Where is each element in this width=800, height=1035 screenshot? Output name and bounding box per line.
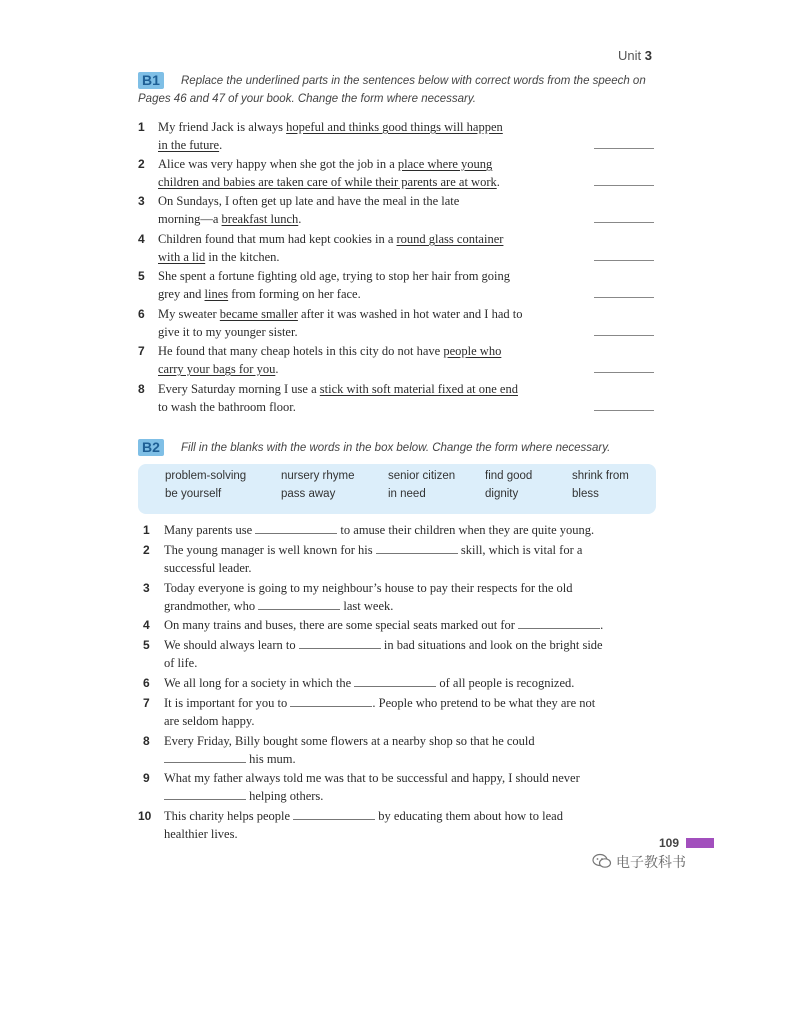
text: Every Friday, Billy bought some flowers at a nearby shop so that he could	[164, 734, 535, 748]
sentence	[164, 769, 654, 805]
item-number: 6	[143, 676, 150, 690]
page-number: 109	[659, 836, 680, 850]
underlined-phrase: round glass container	[396, 232, 504, 246]
text: of life.	[164, 656, 198, 670]
answer-line[interactable]	[594, 185, 654, 186]
text: My friend Jack is always	[158, 120, 287, 134]
item-number: 8	[138, 382, 145, 396]
unit-text: Unit	[618, 48, 642, 63]
word-option: problem-solving	[165, 470, 247, 482]
underlined-phrase: lines	[204, 287, 229, 301]
underlined-phrase: place where young	[397, 157, 493, 171]
text: The young manager is well known for his	[164, 543, 376, 557]
word-option: be yourself	[165, 488, 222, 500]
fill-blank[interactable]	[293, 809, 375, 820]
text: grey and	[158, 287, 205, 301]
answer-line[interactable]	[594, 260, 654, 261]
fill-blank[interactable]	[290, 696, 372, 707]
answer-line[interactable]	[594, 335, 654, 336]
text: On many trains and buses, there are some special seats marked out for	[164, 618, 519, 632]
text: successful leader.	[164, 561, 252, 575]
sentence	[164, 636, 654, 672]
item-number: 1	[138, 120, 145, 134]
text: after it was washed in hot water and I had to	[297, 307, 523, 321]
text: skill, which is vital for a	[457, 543, 583, 557]
text: She spent a fortune fighting old age, trying to stop her hair from going	[158, 269, 511, 283]
text: helping others.	[246, 789, 324, 803]
text: .	[600, 618, 604, 632]
b1-badge: B1	[138, 72, 164, 89]
watermark-text: 电子教科书	[616, 855, 686, 871]
fill-blank[interactable]	[164, 752, 246, 763]
fill-blank[interactable]	[164, 789, 246, 800]
underlined-phrase: in the future	[158, 138, 220, 152]
sentence	[158, 342, 558, 378]
sentence	[158, 192, 558, 228]
item-number: 5	[138, 269, 145, 283]
text: We should always learn to	[164, 638, 299, 652]
sentence	[164, 732, 644, 768]
text: Children found that mum had kept cookies in a	[158, 232, 397, 246]
word-option: nursery rhyme	[281, 470, 355, 482]
text: by educating them about how to lead	[375, 809, 563, 823]
item-number: 7	[143, 696, 150, 710]
text: It is important for you to	[164, 696, 291, 710]
text: give it to my younger sister.	[158, 325, 298, 339]
text: grandmother, who	[164, 599, 259, 613]
fill-blank[interactable]	[376, 543, 458, 554]
underlined-phrase: became smaller	[219, 307, 298, 321]
text: in bad situations and look on the bright side	[380, 638, 603, 652]
sentence	[164, 579, 654, 615]
sentence	[158, 118, 558, 154]
b2-badge: B2	[138, 439, 164, 456]
answer-line[interactable]	[594, 148, 654, 149]
item-number: 5	[143, 638, 150, 652]
sentence	[158, 267, 558, 303]
word-option: bless	[572, 488, 599, 500]
answer-line[interactable]	[594, 297, 654, 298]
sentence	[158, 305, 578, 341]
b1-heading	[138, 72, 164, 90]
text: .	[496, 175, 500, 189]
item-number: 2	[138, 157, 145, 171]
item-number: 6	[138, 307, 145, 321]
underlined-phrase: people who	[443, 344, 502, 358]
item-number: 8	[143, 734, 150, 748]
text: to wash the bathroom floor.	[158, 400, 296, 414]
text: .	[275, 362, 279, 376]
item-number: 7	[138, 344, 145, 358]
text: of all people is recognized.	[436, 676, 575, 690]
text: He found that many cheap hotels in this city do not have	[158, 344, 444, 358]
text: On Sundays, I often get up late and have the meal in the late	[158, 194, 460, 208]
b1-instruction-line1: Replace the underlined parts in the sentences below with correct words from the speech on	[181, 75, 646, 87]
b1-instruction-line2: Pages 46 and 47 of your book. Change the form where necessary.	[138, 93, 476, 105]
answer-line[interactable]	[594, 410, 654, 411]
text: Many parents use	[164, 523, 256, 537]
fill-blank[interactable]	[354, 676, 436, 687]
text: This charity helps people	[164, 809, 294, 823]
text: .	[219, 138, 223, 152]
text: Today everyone is going to my neighbour’s house to pay their respects for the old	[164, 581, 573, 595]
sentence	[164, 541, 644, 577]
word-option: pass away	[281, 488, 336, 500]
sentence	[158, 155, 578, 191]
sentence	[164, 616, 654, 634]
item-number: 4	[143, 618, 150, 632]
text: Alice was very happy when she got the job in a	[158, 157, 398, 171]
word-option: shrink from	[572, 470, 629, 482]
word-option: find good	[485, 470, 533, 482]
text: . People who pretend to be what they are not	[372, 696, 596, 710]
sentence	[164, 674, 644, 692]
item-number: 9	[143, 771, 150, 785]
text: healthier lives.	[164, 827, 238, 841]
text: What my father always told me was that to be successful and happy, I should never	[164, 771, 580, 785]
underlined-phrase: carry your bags for you	[158, 362, 276, 376]
fill-blank[interactable]	[299, 638, 381, 649]
fill-blank[interactable]	[258, 599, 340, 610]
item-number: 1	[143, 523, 150, 537]
underlined-phrase: with a lid	[158, 250, 206, 264]
unit-number: 3	[644, 48, 652, 63]
text: to amuse their children when they are quite young.	[337, 523, 595, 537]
item-number: 2	[143, 543, 150, 557]
text: My sweater	[158, 307, 220, 321]
underlined-phrase: breakfast lunch	[221, 212, 299, 226]
fill-blank[interactable]	[518, 618, 600, 629]
sentence	[158, 230, 558, 266]
word-option: senior citizen	[388, 470, 456, 482]
item-number: 3	[138, 194, 145, 208]
underlined-phrase: stick with soft material fixed at one end	[319, 382, 518, 396]
underlined-phrase: hopeful and thinks good things will happen	[286, 120, 503, 134]
b2-instruction: Fill in the blanks with the words in the box below. Change the form where necessary.	[181, 442, 611, 454]
text: Every Saturday morning I use a	[158, 382, 320, 396]
text: in the kitchen.	[205, 250, 280, 264]
word-option: dignity	[485, 488, 519, 500]
sentence	[164, 694, 654, 730]
item-number: 4	[138, 232, 145, 246]
sentence	[164, 521, 644, 539]
item-number: 10	[138, 809, 152, 823]
word-box	[138, 464, 656, 514]
text: last week.	[340, 599, 394, 613]
text: We all long for a society in which the	[164, 676, 355, 690]
fill-blank[interactable]	[255, 523, 337, 534]
text: his mum.	[246, 752, 296, 766]
text: are seldom happy.	[164, 714, 255, 728]
watermark	[592, 852, 686, 872]
answer-line[interactable]	[594, 222, 654, 223]
text: morning—a	[158, 212, 222, 226]
b2-heading	[138, 439, 164, 457]
item-number: 3	[143, 581, 150, 595]
unit-label	[618, 48, 652, 63]
text: from forming on her face.	[228, 287, 361, 301]
page-number-bar	[686, 838, 714, 848]
sentence	[164, 807, 644, 843]
text: .	[298, 212, 302, 226]
wechat-icon	[592, 853, 612, 869]
answer-line[interactable]	[594, 372, 654, 373]
underlined-phrase: children and babies are taken care of while their parents are at work	[158, 175, 497, 189]
sentence	[158, 380, 558, 416]
word-option: in need	[388, 488, 426, 500]
